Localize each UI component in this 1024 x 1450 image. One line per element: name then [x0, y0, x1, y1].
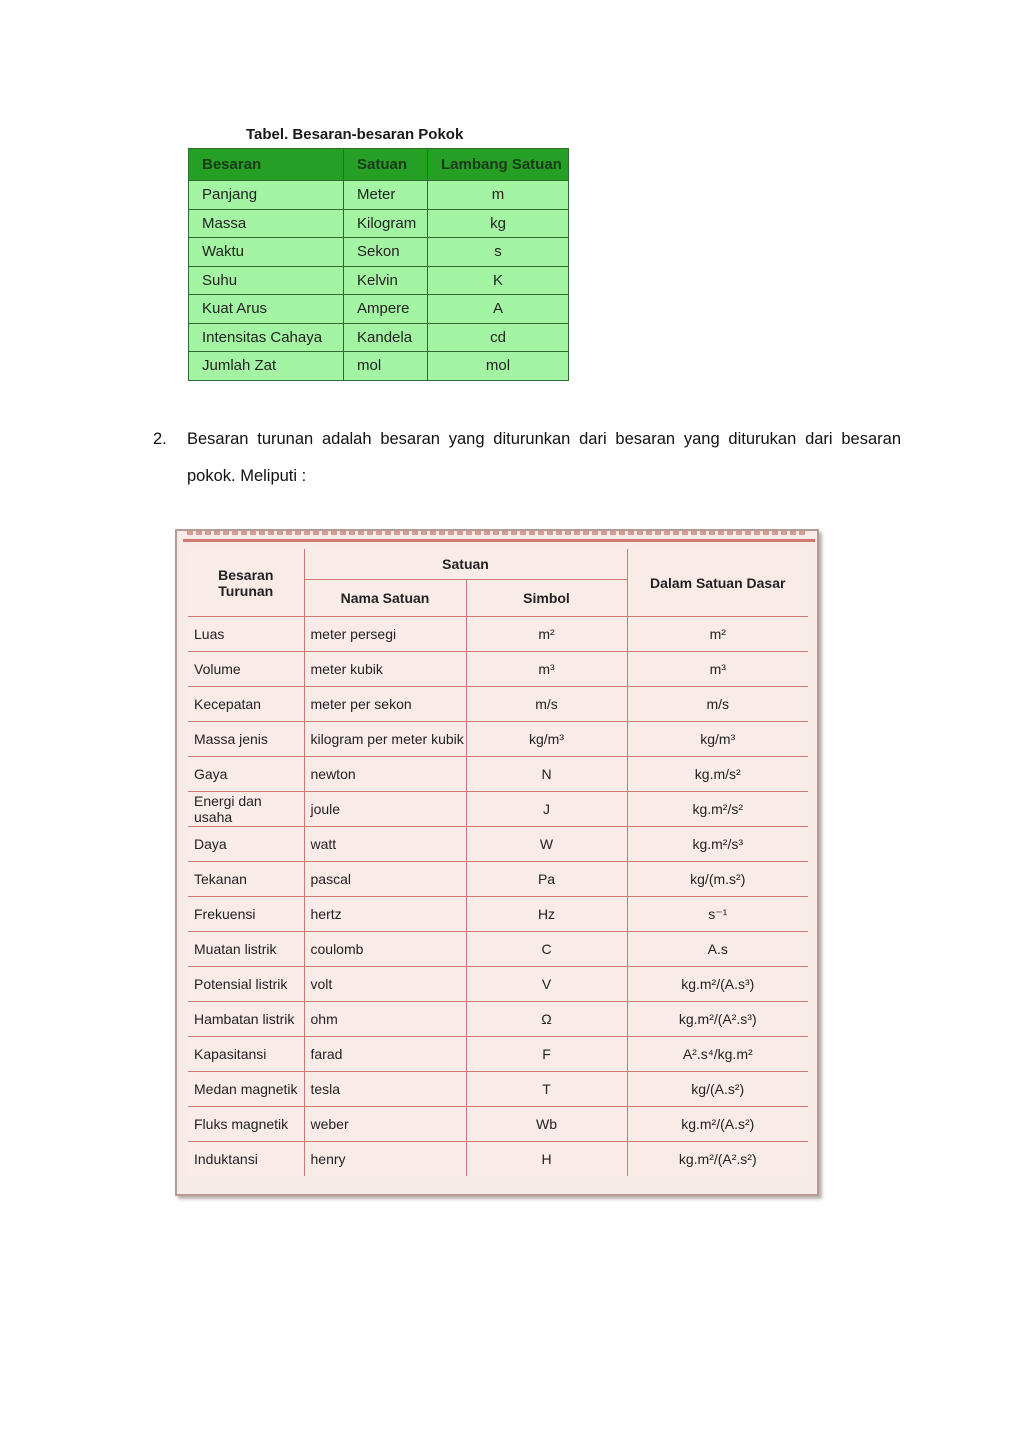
numbered-paragraph	[153, 421, 901, 495]
cell-unit: Ampere	[344, 295, 428, 324]
derived-quantities-figure	[175, 529, 819, 1196]
cell-quantity: Waktu	[189, 238, 344, 267]
cell-symbol: Ω	[466, 1002, 627, 1037]
cell-quantity: Daya	[188, 827, 304, 862]
table-row	[188, 897, 808, 932]
cell-unit-name: newton	[304, 757, 466, 792]
cell-quantity: Intensitas Cahaya	[189, 323, 344, 352]
cell-unit-name: meter per sekon	[304, 687, 466, 722]
table-row	[188, 757, 808, 792]
cell-symbol: C	[466, 932, 627, 967]
cell-symbol: T	[466, 1072, 627, 1107]
table-row	[189, 181, 569, 210]
list-number: 2.	[153, 430, 167, 448]
cell-base-units: kg/(A.s²)	[627, 1072, 808, 1107]
cell-base-units: kg/(m.s²)	[627, 862, 808, 897]
header-simbol: Simbol	[466, 580, 627, 617]
cell-unit: mol	[344, 352, 428, 381]
cell-quantity: Panjang	[189, 181, 344, 210]
cell-quantity: Muatan listrik	[188, 932, 304, 967]
table-row	[188, 1142, 808, 1177]
cell-unit-name: meter persegi	[304, 617, 466, 652]
header-satuan-group: Satuan	[304, 549, 627, 580]
cell-base-units: kg.m/s²	[627, 757, 808, 792]
table-row	[188, 1072, 808, 1107]
cell-quantity: Kapasitansi	[188, 1037, 304, 1072]
cell-symbol: m	[428, 181, 569, 210]
cell-base-units: A.s	[627, 932, 808, 967]
cell-quantity: Suhu	[189, 266, 344, 295]
table-row	[189, 295, 569, 324]
cell-symbol: V	[466, 967, 627, 1002]
cell-symbol: F	[466, 1037, 627, 1072]
cell-quantity: Massa	[189, 209, 344, 238]
cell-symbol: H	[466, 1142, 627, 1177]
cell-unit-name: coulomb	[304, 932, 466, 967]
cell-base-units: kg.m²/s²	[627, 792, 808, 827]
header-lambang-satuan: Lambang Satuan	[428, 149, 569, 181]
table-row	[188, 1002, 808, 1037]
cell-unit-name: henry	[304, 1142, 466, 1177]
cell-base-units: s⁻¹	[627, 897, 808, 932]
cell-base-units: kg.m²/s³	[627, 827, 808, 862]
cell-unit-name: pascal	[304, 862, 466, 897]
cell-quantity: Gaya	[188, 757, 304, 792]
paragraph-text: Besaran turunan adalah besaran yang diturunkan dari besaran yang diturukan dari besaran pokok. Meliputi :	[187, 430, 901, 485]
cell-unit-name: joule	[304, 792, 466, 827]
cell-symbol: J	[466, 792, 627, 827]
cell-base-units: kg/m³	[627, 722, 808, 757]
cell-unit: Kelvin	[344, 266, 428, 295]
table-row	[188, 722, 808, 757]
cell-quantity: Jumlah Zat	[189, 352, 344, 381]
cell-quantity: Fluks magnetik	[188, 1107, 304, 1142]
header-besaran-turunan: Besaran Turunan	[188, 549, 304, 617]
cell-unit-name: ohm	[304, 1002, 466, 1037]
cell-quantity: Massa jenis	[188, 722, 304, 757]
cell-unit: Kilogram	[344, 209, 428, 238]
base-quantities-caption: Tabel. Besaran-besaran Pokok	[246, 126, 464, 143]
cell-quantity: Energi dan usaha	[188, 792, 304, 827]
cell-quantity: Kecepatan	[188, 687, 304, 722]
table-row	[188, 1107, 808, 1142]
table-row	[188, 967, 808, 1002]
cell-quantity: Kuat Arus	[189, 295, 344, 324]
decorative-border	[187, 531, 807, 535]
table-row	[188, 652, 808, 687]
cell-unit-name: tesla	[304, 1072, 466, 1107]
cell-symbol: K	[428, 266, 569, 295]
cell-symbol: W	[466, 827, 627, 862]
header-satuan: Satuan	[344, 149, 428, 181]
cell-quantity: Hambatan listrik	[188, 1002, 304, 1037]
table-header-row	[188, 549, 808, 580]
table-row	[188, 932, 808, 967]
table-row	[189, 323, 569, 352]
cell-base-units: kg.m²/(A.s³)	[627, 967, 808, 1002]
cell-base-units: m³	[627, 652, 808, 687]
table-row	[188, 792, 808, 827]
table-row	[188, 827, 808, 862]
cell-base-units: m²	[627, 617, 808, 652]
cell-symbol: m²	[466, 617, 627, 652]
cell-base-units: kg.m²/(A.s²)	[627, 1107, 808, 1142]
cell-unit-name: weber	[304, 1107, 466, 1142]
table-row	[189, 238, 569, 267]
cell-quantity: Volume	[188, 652, 304, 687]
cell-symbol: m³	[466, 652, 627, 687]
cell-unit-name: watt	[304, 827, 466, 862]
table-row	[189, 209, 569, 238]
cell-base-units: A².s⁴/kg.m²	[627, 1037, 808, 1072]
cell-unit: Kandela	[344, 323, 428, 352]
cell-base-units: kg.m²/(A².s²)	[627, 1142, 808, 1177]
cell-unit-name: farad	[304, 1037, 466, 1072]
base-quantities-table	[188, 148, 569, 381]
cell-quantity: Tekanan	[188, 862, 304, 897]
cell-quantity: Frekuensi	[188, 897, 304, 932]
derived-quantities-table	[188, 549, 808, 1176]
cell-symbol: Wb	[466, 1107, 627, 1142]
cell-base-units: kg.m²/(A².s³)	[627, 1002, 808, 1037]
cell-quantity: Potensial listrik	[188, 967, 304, 1002]
cell-quantity: Induktansi	[188, 1142, 304, 1177]
table-row	[189, 266, 569, 295]
decorative-rule	[183, 539, 815, 542]
cell-symbol: Hz	[466, 897, 627, 932]
cell-symbol: mol	[428, 352, 569, 381]
header-nama-satuan: Nama Satuan	[304, 580, 466, 617]
header-besaran: Besaran	[189, 149, 344, 181]
cell-symbol: m/s	[466, 687, 627, 722]
cell-base-units: m/s	[627, 687, 808, 722]
cell-unit: Meter	[344, 181, 428, 210]
cell-symbol: A	[428, 295, 569, 324]
cell-unit-name: volt	[304, 967, 466, 1002]
cell-quantity: Luas	[188, 617, 304, 652]
table-row	[188, 687, 808, 722]
cell-unit: Sekon	[344, 238, 428, 267]
cell-unit-name: hertz	[304, 897, 466, 932]
cell-symbol: N	[466, 757, 627, 792]
table-row	[188, 862, 808, 897]
header-dalam-satuan-dasar: Dalam Satuan Dasar	[627, 549, 808, 617]
table-row	[189, 352, 569, 381]
cell-unit-name: meter kubik	[304, 652, 466, 687]
cell-symbol: kg	[428, 209, 569, 238]
cell-unit-name: kilogram per meter kubik	[304, 722, 466, 757]
cell-symbol: kg/m³	[466, 722, 627, 757]
cell-symbol: cd	[428, 323, 569, 352]
base-quantities-table-block	[188, 124, 568, 381]
table-row	[188, 617, 808, 652]
table-header-row	[189, 149, 569, 181]
cell-symbol: Pa	[466, 862, 627, 897]
cell-quantity: Medan magnetik	[188, 1072, 304, 1107]
table-row	[188, 1037, 808, 1072]
cell-symbol: s	[428, 238, 569, 267]
